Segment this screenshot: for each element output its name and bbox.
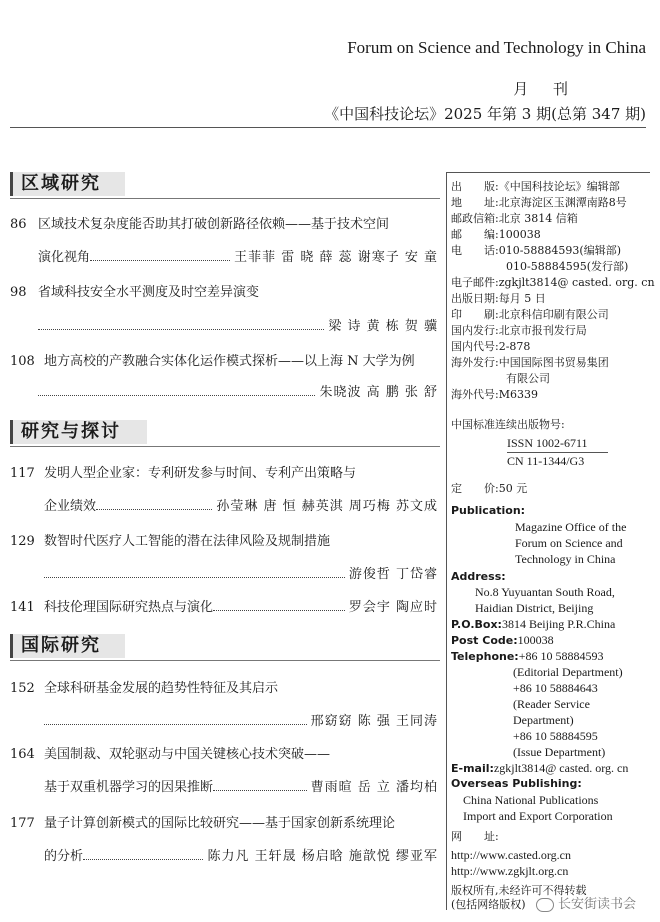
address-en-line: No.8 Yuyuantan South Road, — [475, 585, 615, 599]
overseas-distribution-line: 海外发行:中国国际图书贸易集团 — [451, 356, 609, 369]
publication-label: Publication: — [451, 504, 526, 517]
article-title-cont[interactable]: 的分析 — [44, 849, 84, 864]
publication-line: Magazine Office of the — [515, 520, 627, 534]
article-title[interactable]: 省域科技安全水平测度及时空差异演变 — [38, 285, 260, 300]
copyright-line: 版权所有,未经许可不得转载 — [451, 884, 587, 897]
section-title-regional: 区域研究 — [10, 172, 125, 196]
article-byline — [44, 566, 438, 584]
pobox-label: P.O.Box: — [451, 618, 502, 631]
address-line: 地 址:北京海淀区玉渊潭南路8号 — [451, 196, 627, 209]
dot-leader — [44, 724, 307, 725]
section-divider — [10, 446, 440, 447]
article-authors: 朱晓波 高 鹏 张 舒 — [319, 385, 438, 400]
telephone-value: +86 10 58884643 — [513, 681, 598, 695]
article-title[interactable]: 科技伦理国际研究热点与演化 — [44, 600, 214, 615]
dot-leader — [44, 577, 345, 578]
article-byline — [44, 848, 438, 866]
article-title-cont[interactable]: 企业绩效 — [44, 499, 97, 514]
article-title[interactable]: 区域技术复杂度能否助其打破创新路径依赖——基于技术空间 — [38, 217, 390, 232]
article-title[interactable]: 数智时代医疗人工智能的潜在法律风险及规制措施 — [44, 534, 331, 549]
printer-line: 印 刷:北京科信印刷有限公司 — [451, 308, 609, 321]
section-title-research: 研究与探讨 — [10, 420, 147, 444]
article-title[interactable]: 全球科研基金发展的趋势性特征及其启示 — [44, 681, 279, 696]
dot-leader — [213, 610, 345, 611]
wechat-icon — [536, 898, 554, 912]
overseas-line: China National Publications — [463, 793, 599, 807]
article-authors: 曹雨暄 岳 立 潘均柏 — [310, 780, 438, 795]
overseas-code-line: 海外代号:M6339 — [451, 388, 538, 401]
article-authors: 罗会宇 陶应时 — [348, 600, 438, 615]
section-divider — [10, 660, 440, 661]
article-byline — [44, 498, 438, 516]
telephone-dept: (Editorial Department) — [513, 665, 623, 679]
dot-leader — [96, 509, 212, 510]
email-line: 电子邮件:zgkjlt3814@ casted. org. cn — [451, 276, 655, 289]
issn-number: ISSN 1002-6711 — [507, 436, 608, 453]
copyright-line: (包括网络版权) — [451, 898, 526, 911]
telephone-value: +86 10 58884595 — [513, 729, 598, 743]
article-authors: 陈力凡 王轩晟 杨启晗 施歆悦 缪亚军 — [207, 849, 438, 864]
article-title[interactable]: 量子计算创新模式的国际比较研究——基于国家创新系统理论 — [44, 816, 396, 831]
telephone-value: +86 10 58884593 — [518, 649, 604, 663]
email-value: zgkjlt3814@ casted. org. cn — [493, 761, 629, 775]
article-authors: 梁 诗 黄 栋 贺 骥 — [328, 319, 438, 334]
postcode-line: 邮 编:100038 — [451, 228, 541, 241]
overseas-distribution-line-2: 有限公司 — [451, 372, 550, 385]
address-label: Address: — [451, 570, 506, 583]
price-line: 定 价:50 元 — [451, 482, 528, 495]
article-page: 129 — [10, 534, 35, 549]
pobox-line — [451, 617, 615, 632]
article-byline — [44, 713, 438, 731]
article-byline — [44, 779, 438, 797]
article-title[interactable]: 地方高校的产教融合实体化运作模式探析——以上海 N 大学为例 — [44, 354, 415, 369]
website-link[interactable]: http://www.casted.org.cn — [451, 848, 571, 862]
publisher-line: 出 版:《中国科技论坛》编辑部 — [451, 180, 620, 193]
watermark — [536, 893, 636, 912]
overseas-label: Overseas Publishing: — [451, 777, 582, 790]
website-link[interactable]: http://www.zgkjlt.org.cn — [451, 864, 569, 878]
mailbox-line: 邮政信箱:北京 3814 信箱 — [451, 212, 578, 225]
frequency-label: 月 刊 — [513, 80, 578, 98]
article-byline — [44, 599, 438, 617]
email-en-line — [451, 761, 628, 776]
journal-english-title: Forum on Science and Technology in China — [347, 38, 646, 57]
website-label: 网 址: — [451, 830, 499, 843]
address-en-line: Haidian District, Beijing — [475, 601, 594, 615]
email-label: E-mail: — [451, 762, 494, 775]
pobox-value: 3814 Beijing P.R.China — [501, 617, 616, 631]
dot-leader — [38, 395, 315, 396]
publication-line: Forum on Science and — [515, 536, 623, 550]
article-byline — [38, 249, 438, 267]
domestic-code-line: 国内代号:2-878 — [451, 340, 531, 353]
publication-info-sidebar — [446, 172, 655, 911]
article-title[interactable]: 美国制裁、双轮驱动与中国关键核心技术突破—— — [44, 747, 331, 762]
article-page: 98 — [10, 285, 27, 300]
postcode-label: Post Code: — [451, 634, 518, 647]
phone-line: 电 话:010-58884593(编辑部) — [451, 244, 621, 257]
serial-number-label: 中国标准连续出版物号: — [451, 418, 565, 431]
postcode-en-line — [451, 633, 554, 648]
watermark-text: 长安街读书会 — [557, 897, 636, 912]
article-title[interactable]: 发明人型企业家：专利研发参与时间、专利产出策略与 — [44, 466, 357, 481]
article-authors: 孙莹琳 唐 恒 赫英淇 周巧梅 苏文成 — [216, 499, 438, 514]
dot-leader — [38, 329, 324, 330]
overseas-line: Import and Export Corporation — [463, 809, 613, 823]
domestic-distribution-line: 国内发行:北京市报刊发行局 — [451, 324, 587, 337]
article-authors: 王菲菲 雷 晓 薛 蕊 谢寒子 安 童 — [234, 250, 438, 265]
article-page: 177 — [10, 816, 35, 831]
article-title-cont[interactable]: 演化视角 — [38, 250, 91, 265]
article-page: 152 — [10, 681, 35, 696]
telephone-dept: Department) — [513, 713, 574, 727]
article-page: 164 — [10, 747, 35, 762]
telephone-dept: (Reader Service — [513, 697, 590, 711]
dot-leader — [90, 260, 230, 261]
article-byline — [38, 384, 438, 402]
header-divider — [10, 127, 646, 128]
article-page: 86 — [10, 217, 27, 232]
article-page: 117 — [10, 466, 35, 481]
dot-leader — [213, 790, 307, 791]
article-authors: 游俊哲 丁岱睿 — [348, 567, 438, 582]
telephone-label: Telephone: — [451, 650, 519, 663]
publication-line: Technology in China — [515, 552, 616, 566]
article-title-cont[interactable]: 基于双重机器学习的因果推断 — [44, 780, 214, 795]
postcode-value: 100038 — [517, 633, 554, 647]
article-authors: 邢窈窈 陈 强 王同涛 — [310, 714, 438, 729]
dot-leader — [83, 859, 203, 860]
pubdate-line: 出版日期:每月 5 日 — [451, 292, 546, 305]
issue-label: 《中国科技论坛》2025 年第 3 期(总第 347 期) — [324, 105, 646, 123]
cn-number: CN 11-1344/G3 — [507, 454, 585, 468]
article-byline — [38, 318, 438, 336]
section-title-international: 国际研究 — [10, 634, 125, 658]
article-page: 108 — [10, 354, 35, 369]
telephone-dept: (Issue Department) — [513, 745, 606, 759]
section-divider — [10, 198, 440, 199]
article-page: 141 — [10, 600, 35, 615]
phone-line-2: 010-58884595(发行部) — [451, 260, 629, 273]
telephone-line — [451, 649, 603, 664]
